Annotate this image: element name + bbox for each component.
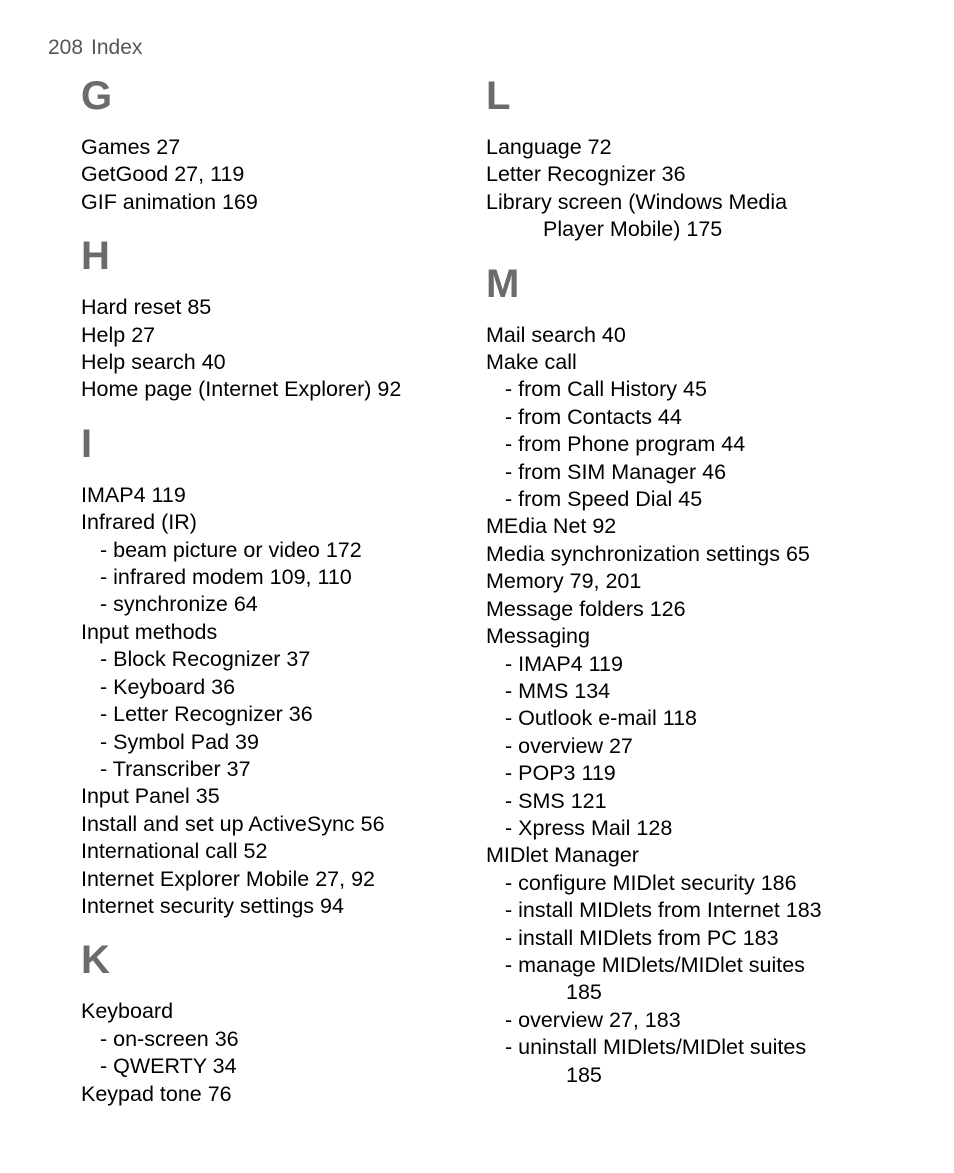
index-entry: Help search 40	[81, 350, 226, 375]
index-section	[81, 936, 471, 1108]
index-entry: IMAP4 119	[81, 482, 186, 507]
index-subentry: - install MIDlets from Internet 183	[505, 898, 822, 923]
index-entry: Infrared (IR)	[81, 510, 197, 535]
index-entry: Help 27	[81, 322, 156, 347]
index-entry: GIF animation 169	[81, 189, 258, 214]
index-subentry: - manage MIDlets/MIDlet suites	[505, 952, 805, 977]
index-entry: Keypad tone 76	[81, 1081, 232, 1106]
index-subentry: - overview 27	[505, 733, 633, 758]
section-letter: M	[486, 261, 520, 306]
index-section	[81, 232, 471, 404]
section-letter: L	[486, 74, 511, 118]
index-entry: Home page (Internet Explorer) 92	[81, 377, 402, 402]
index-subentry: - beam picture or video 172	[100, 537, 362, 562]
index-subentry: - configure MIDlet security 186	[505, 870, 797, 895]
index-entry: Internet Explorer Mobile 27, 92	[81, 866, 375, 891]
index-column-right	[486, 72, 926, 1089]
index-subentry: - Block Recognizer 37	[100, 647, 311, 672]
index-entry: GetGood 27, 119	[81, 162, 245, 187]
index-subentry: - Xpress Mail 128	[505, 815, 673, 840]
index-subentry: - SMS 121	[505, 788, 607, 813]
index-entry: Letter Recognizer 36	[486, 162, 686, 187]
index-section	[486, 72, 926, 244]
index-subentry: 185	[566, 1062, 602, 1087]
index-subentry: - MMS 134	[505, 678, 611, 703]
index-section	[81, 72, 471, 216]
index-entry: MEdia Net 92	[486, 514, 617, 539]
index-subentry: - from Speed Dial 45	[505, 487, 703, 512]
index-entry: Internet security settings 94	[81, 893, 344, 918]
index-subentry: - from Call History 45	[505, 377, 707, 402]
index-subentry: - from Phone program 44	[505, 432, 746, 457]
index-subentry: - Transcriber 37	[100, 756, 251, 781]
index-entry: Install and set up ActiveSync 56	[81, 811, 385, 836]
index-entry: Media synchronization settings 65	[486, 541, 810, 566]
index-entry: Make call	[486, 350, 577, 375]
section-letter: K	[81, 938, 110, 983]
index-subentry: - install MIDlets from PC 183	[505, 925, 779, 950]
index-entry: Message folders 126	[486, 596, 686, 621]
index-entry: Input Panel 35	[81, 784, 220, 809]
index-subentry: 185	[566, 980, 602, 1005]
index-section	[486, 260, 926, 1089]
index-subentry: - on-screen 36	[100, 1026, 239, 1051]
index-subentry: - Outlook e-mail 118	[505, 706, 697, 731]
index-subentry: - uninstall MIDlets/MIDlet suites	[505, 1035, 807, 1060]
index-subentry: - synchronize 64	[100, 592, 258, 617]
index-subentry: - Letter Recognizer 36	[100, 702, 313, 727]
index-entry: Language 72	[486, 135, 612, 159]
index-entry: Messaging	[486, 624, 590, 649]
index-subentry: - from SIM Manager 46	[505, 459, 727, 484]
index-entry: International call 52	[81, 839, 268, 864]
index-column-left	[81, 72, 471, 1108]
index-subentry: - QWERTY 34	[100, 1054, 237, 1079]
index-entry: Hard reset 85	[81, 295, 212, 320]
index-section	[81, 420, 471, 921]
index-subentry: - POP3 119	[505, 761, 616, 786]
index-subentry: - overview 27, 183	[505, 1007, 681, 1032]
index-entry: Input methods	[81, 619, 218, 644]
index-entry: Mail search 40	[486, 322, 626, 347]
section-letter: G	[81, 74, 113, 118]
section-letter: H	[81, 234, 110, 279]
page-number: 208	[48, 36, 84, 59]
index-entry: Library screen (Windows Media	[486, 189, 788, 214]
index-subentry: - Symbol Pad 39	[100, 729, 259, 754]
index-subentry: - Keyboard 36	[100, 674, 236, 699]
index-entry: Memory 79, 201	[486, 569, 642, 594]
section-letter: I	[81, 421, 93, 466]
index-subentry: - infrared modem 109, 110	[100, 565, 352, 590]
index-subentry: - IMAP4 119	[505, 651, 623, 676]
index-subentry: - from Contacts 44	[505, 404, 682, 429]
index-subentry: Player Mobile) 175	[543, 217, 723, 242]
index-entry: MIDlet Manager	[486, 843, 639, 868]
index-entry: Games 27	[81, 135, 181, 159]
index-entry: Keyboard	[81, 999, 174, 1024]
page-title: Index	[91, 36, 143, 59]
running-head	[48, 36, 142, 60]
